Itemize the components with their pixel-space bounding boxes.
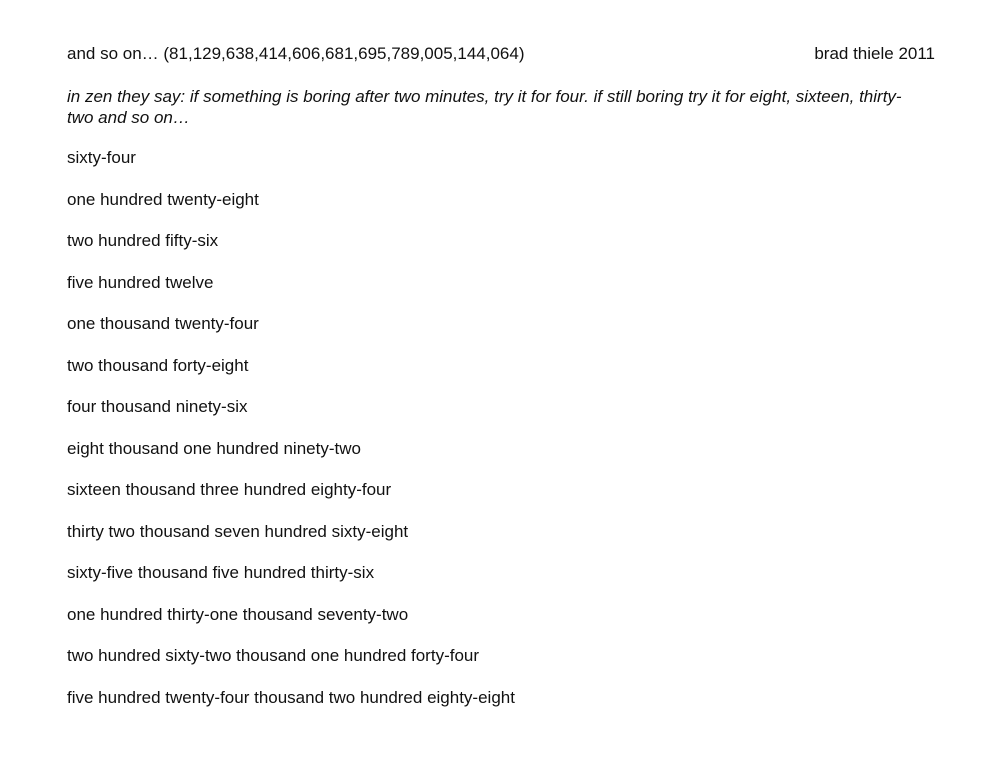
list-item: four thousand ninety-six	[67, 397, 248, 416]
author-credit: brad thiele 2011	[814, 44, 935, 63]
list-item: sixty-five thousand five hundred thirty-six	[67, 563, 375, 582]
list-item: eight thousand one hundred ninety-two	[67, 438, 361, 458]
list-item: five hundred twelve	[67, 272, 214, 292]
epigraph: in zen they say: if something is boring after two minutes, try it for four. if still boring try it for eight, sixteen, thirty-two and so on…	[67, 87, 902, 127]
list-item: one thousand twenty-four	[67, 314, 259, 333]
document-page	[67, 0, 937, 757]
list-item: two hundred fifty-six	[67, 231, 219, 250]
list-item: five hundred twenty-four thousand two hundred eighty-eight	[67, 687, 515, 707]
list-item: one hundred twenty-eight	[67, 189, 259, 209]
list-item: one hundred thirty-one thousand seventy-two	[67, 604, 409, 624]
list-item: thirty two thousand seven hundred sixty-eight	[67, 521, 409, 541]
number-lines-list	[67, 147, 515, 728]
list-item: two hundred sixty-two thousand one hundred forty-four	[67, 646, 480, 665]
list-item: sixteen thousand three hundred eighty-four	[67, 480, 392, 499]
list-item: two thousand forty-eight	[67, 355, 249, 375]
document-title: and so on… (81,129,638,414,606,681,695,789,005,144,064)	[67, 44, 525, 63]
list-item: sixty-four	[67, 148, 136, 167]
header	[67, 43, 935, 65]
